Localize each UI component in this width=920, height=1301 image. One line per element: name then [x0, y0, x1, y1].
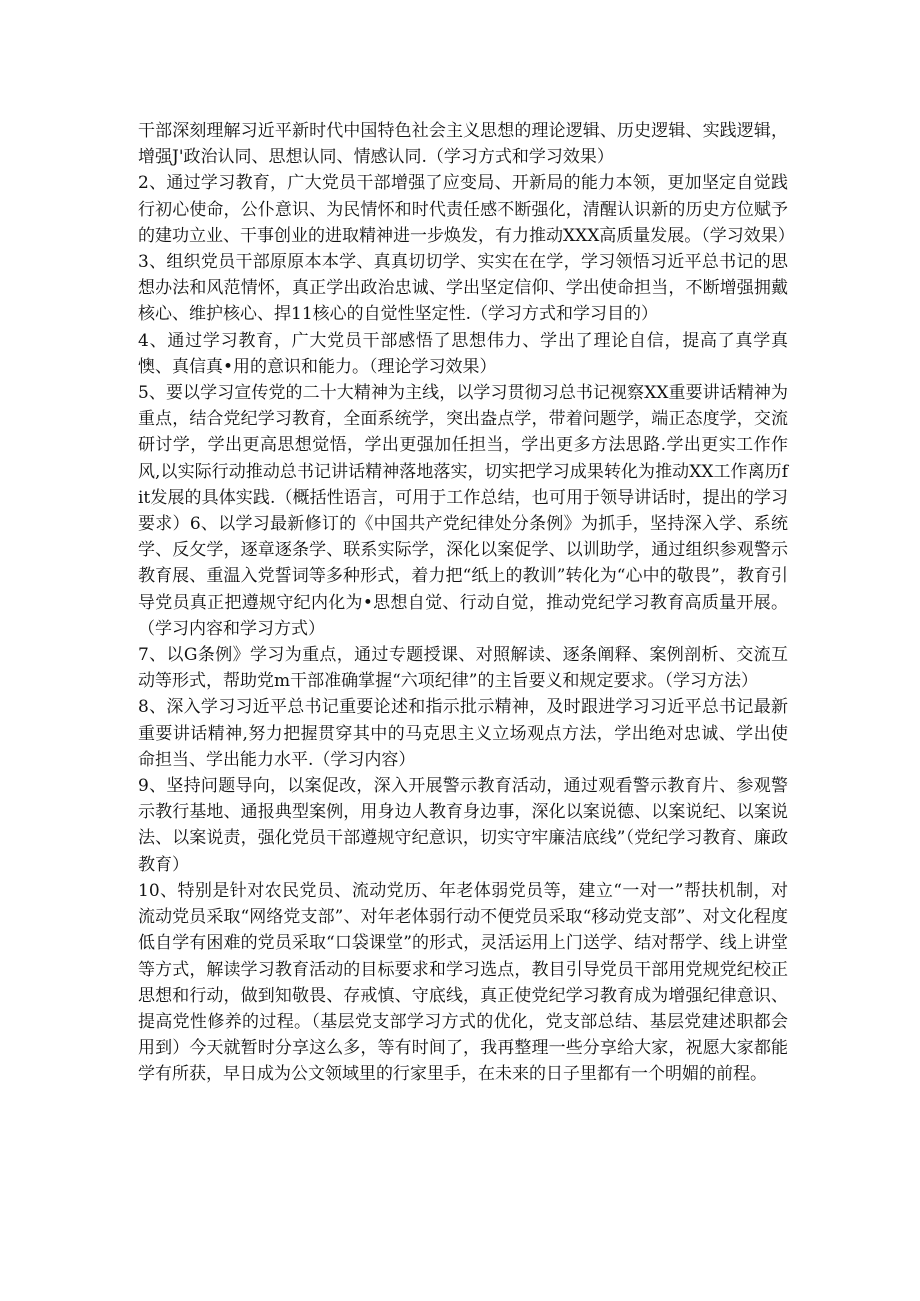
paragraph-item-2: 2、通过学习教育，广大党员干部增强了应变局、开新局的能力本领，更加坚定自觉践行初心使命，公仆意识、为民情怀和时代责任感不断强化，清醒认识新的历史方位赋予的建功立业、干事创业的进取精神进一步焕发，有力推动XXX高质量发展。（学习效果）: [138, 173, 795, 246]
paragraph-item-4: 4、通过学习教育，广大党员干部感悟了思想伟力、学出了理论自信，提高了真学真懊、真信真•用的意识和能力。（理论学习效果）: [138, 330, 788, 377]
paragraph-item-9: 9、坚持问题导向，以案促改，深入开展警示教育活动，通过观看警示教育片、参观警示教行基地、通报典型案例，用身边人教育身边事，深化以案说德、以案说纪、以案说法、以案说责，强化党员干部遵规守纪意识，切实守牢廉洁底线”（党纪学习教育、廉政教育）: [138, 776, 788, 875]
paragraph-item-8: 8、深入学习习近平总书记重要论述和指示批示精神，及时跟进学习习近平总书记最新重要讲话精神,努力把握贯穿其中的马克思主义立场观点方法，学出绝对忠诚、学出使命担当、学出能力水平.（学习内容）: [138, 697, 788, 770]
paragraph-intro: 干部深刻理解习近平新时代中国特色社会主义思想的理论逻辑、历史逻辑、实践逻辑，增强J'政治认同、思想认同、情感认同.（学习方式和学习效果）: [138, 121, 788, 168]
paragraph-item-10: 10、特别是针对农民党员、流动党历、年老体弱党员等，建立“一对一”帮扶机制，对流动党员采取“网络党支部”、对年老体弱行动不便党员采取“移动党支部”、对文化程度低自学有困难的党员采取“口袋课堂”的形式，灵活运用上门送学、结对帮学、线上讲堂等方式，解读学习教育活动的目标要求和学习选点，教目引导党员干部用党规党纪校正思想和行动，做到知敬畏、存戒慎、守底线，真正使党纪学习教育成为增强纪律意识、提高党性修养的过程。（基层党支部学习方式的优化，党支部总结、基层党建述职都会用到）今天就暂时分享这么多，等有时间了，我再整理一些分享给大家，祝愿大家都能学有所获，早日成为公文领域里的行家里手，在未来的日子里都有一个明媚的前程。: [138, 880, 788, 1085]
document-body: [138, 118, 795, 1088]
paragraph-item-3: 3、组织党员干部原原本本学、真真切切学、实实在在学，学习领悟习近平总书记的思想办法和风范情怀，真正学出政治忠诚、学出坚定信仰、学出使命担当，不断增强拥戴核心、维护核心、捍11核心的自觉性坚定性.（学习方式和学习目的）: [138, 252, 788, 325]
paragraph-item-7: 7、以G条例》学习为重点，通过专题授课、对照解读、逐条阐释、案例剖析、交流互动等形式，帮助党m干部准确掌握“六项纪律”的主旨要义和规定要求。（学习方法）: [138, 645, 788, 692]
paragraph-item-5-6: 5、要以学习宣传党的二十大精神为主线，以学习贯彻习总书记视察XX重要讲话精神为重点，结合党纪学习教育，全面系统学，突出盎点学，带着问题学，端正态度学，交流研讨学，学出更高思想觉悟，学出更强加任担当，学出更多方法思路.学出更实工作作风,以实际行动推动总书记讲话精神落地落实，切实把学习成果转化为推动XX工作离历fit发展的具体实践.（概括性语言，可用于工作总结，也可用于领导讲话时，提出的学习要求）6、以学习最新修订的《中国共产党纪律处分条例》为抓手，坚持深入学、系统学、反攵学，逐章逐条学、联系实际学，深化以案促学、以训助学，通过组织参观警示教育展、重温入党誓词等多种形式，着力把“纸上的教训”转化为“心中的敬畏”，教育引导党员真正把遵规守纪内化为•思想自觉、行动自觉，推动党纪学习教育高质量开展。（学习内容和学习方式）: [138, 383, 788, 639]
